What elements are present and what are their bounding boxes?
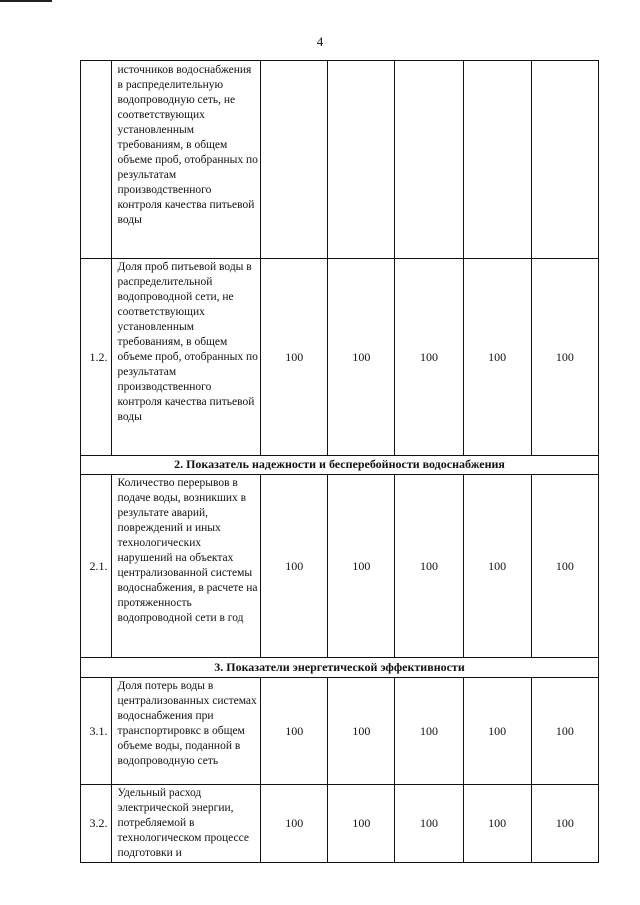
value-cell: 100 xyxy=(261,259,328,456)
row-number: 1.2. xyxy=(81,259,112,456)
value-cell: 100 xyxy=(463,785,531,863)
value-cell: 100 xyxy=(395,259,463,456)
row-number: 3.1. xyxy=(81,678,112,785)
row-number: 2.1. xyxy=(81,475,112,658)
value-cell: 100 xyxy=(463,259,531,456)
indicator-name: Количество перерывов в подаче воды, возникших в результате аварий, повреждений и иных технологических нарушений на объектах централизованной системы водоснабжения, в расчете на протяженность водопроводной сети в год xyxy=(111,475,261,658)
value-cell: 100 xyxy=(261,475,328,658)
row-number: 3.2. xyxy=(81,785,112,863)
value-cell xyxy=(395,61,463,259)
indicators-table xyxy=(80,60,599,863)
row-number xyxy=(81,61,112,259)
value-cell: 100 xyxy=(395,475,463,658)
value-cell: 100 xyxy=(531,678,598,785)
value-cell xyxy=(463,61,531,259)
value-cell: 100 xyxy=(328,475,395,658)
value-cell: 100 xyxy=(531,785,598,863)
corner-mark xyxy=(0,0,52,2)
section-title: 2. Показатель надежности и бесперебойности водоснабжения xyxy=(81,456,599,475)
indicator-name: Удельный расход электрической энергии, потребляемой в технологическом процессе подготовки и xyxy=(111,785,261,863)
table-row xyxy=(81,678,599,785)
value-cell: 100 xyxy=(261,678,328,785)
section-title: 3. Показатели энергетической эффективности xyxy=(81,658,599,678)
indicator-name: Доля проб питьевой воды в распределительной водопроводной сети, не соответствующих установленным требованиям, в общем объеме проб, отобранных по результатам производственного контроля качества питьевой воды xyxy=(111,259,261,456)
table-row xyxy=(81,61,599,259)
section-header-row xyxy=(81,658,599,678)
indicator-name: источников водоснабжения в распределительную водопроводную сеть, не соответствующих установленным требованиям, в общем объеме проб, отобранных по результатам производственного контроля качества питьевой воды xyxy=(111,61,261,259)
value-cell: 100 xyxy=(531,475,598,658)
section-header-row xyxy=(81,456,599,475)
value-cell: 100 xyxy=(395,785,463,863)
page-number: 4 xyxy=(316,34,324,49)
value-cell xyxy=(328,61,395,259)
indicator-name: Доля потерь воды в централизованных системах водоснабжения при транспортировкс в общем объеме воды, поданной в водопроводную сеть xyxy=(111,678,261,785)
value-cell: 100 xyxy=(463,678,531,785)
value-cell xyxy=(261,61,328,259)
value-cell: 100 xyxy=(261,785,328,863)
value-cell: 100 xyxy=(328,785,395,863)
value-cell: 100 xyxy=(395,678,463,785)
table-row xyxy=(81,785,599,863)
value-cell: 100 xyxy=(328,259,395,456)
value-cell: 100 xyxy=(328,678,395,785)
value-cell xyxy=(531,61,598,259)
table-row xyxy=(81,475,599,658)
table-row xyxy=(81,259,599,456)
value-cell: 100 xyxy=(463,475,531,658)
value-cell: 100 xyxy=(531,259,598,456)
